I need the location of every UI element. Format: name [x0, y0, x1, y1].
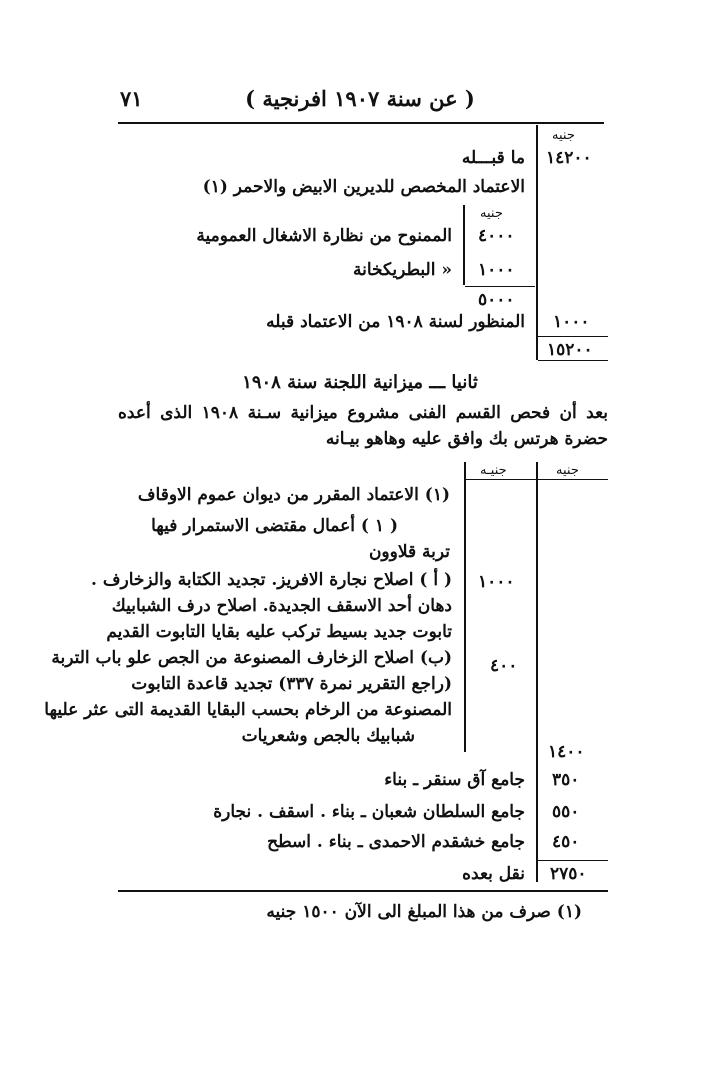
sub-column-divider: [463, 205, 465, 285]
grant-public-works-amount: ٤٠٠٠: [478, 226, 515, 246]
grant-patriarchate-label: « البطريكخانة: [352, 260, 452, 280]
expected-1908-amount: ١٠٠٠: [553, 312, 590, 332]
subtotal-rule: [465, 286, 535, 287]
section2-intro: بعد أن فحص القسم الفنى مشروع ميزانية سـنة ١٩٠٨ الذى أعده حضرة هرتس بك وافق عليه وهاهو بيـانه: [118, 403, 608, 449]
carry-rule: [538, 860, 608, 861]
row-amount-aqsunqur: ٣٥٠: [552, 770, 580, 790]
qalawun-b-line-2: (راجع التقرير نمرة ٣٣٧) تجديد قاعدة التابوت: [131, 674, 452, 694]
column-header-rule: [466, 479, 608, 480]
page-number: ٧١: [120, 86, 143, 111]
carry-label: نقل بعده: [462, 864, 525, 884]
carry-amount: ٢٧٥٠: [550, 864, 587, 884]
qalawun-a-amount: ١٠٠٠: [478, 572, 515, 592]
row-label-khushqadam: جامع خشقدم الاحمدى ـ بناء . اسطح: [267, 832, 525, 852]
qalawun-a-line-2: دهان أحد الاسقف الجديدة. اصلاح درف الشبابيك: [111, 596, 452, 616]
row-label-aqsunqur: جامع آق سنقر ـ بناء: [384, 770, 525, 790]
row-label-shaaban: جامع السلطان شعبان ـ بناء . اسقف . نجارة: [213, 802, 525, 822]
right-column-divider: [536, 462, 538, 882]
qalawun-a-line-3: تابوت جديد بسيط تركب عليه بقايا التابوت القديم: [106, 622, 452, 642]
qalawun-a-line-1: ( أ ) اصلاح نجارة الافريز. تجديد الكتابة والزخارف .: [91, 570, 452, 590]
qalawun-label: تربة قلاوون: [368, 542, 450, 562]
header-rule: [118, 122, 604, 124]
qalawun-b-amount: ٤٠٠: [490, 656, 518, 676]
mid-column-divider: [464, 462, 466, 752]
section1-column-divider: [536, 125, 538, 360]
row-amount-shaaban: ٥٥٠: [552, 802, 580, 822]
item1-subheading: ( ١ ) أعمال مقتضى الاستمرار فيها: [151, 516, 398, 536]
expected-1908-label: المنظور لسنة ١٩٠٨ من الاعتماد قبله: [266, 312, 525, 332]
grant-patriarchate-amount: ١٠٠٠: [478, 260, 515, 280]
page-title: ( عن سنة ١٩٠٧ افرنجية ): [245, 86, 475, 111]
section1-unit-label: جنيه: [552, 128, 575, 143]
footnote: (١) صرف من هذا المبلغ الى الآن ١٥٠٠ جنيه: [266, 902, 582, 922]
item1-heading: (١) الاعتماد المقرر من ديوان عموم الاوقاف: [137, 485, 450, 505]
allocation-heading: الاعتماد المخصص للديرين الابيض والاحمر (١): [202, 177, 525, 197]
col-unit-right: جنيه: [556, 463, 579, 478]
total-underline: [538, 360, 608, 361]
qalawun-b-line-4: شبابيك بالجص وشعريات: [241, 726, 415, 746]
carried-forward-label: ما قبـــله: [461, 148, 525, 168]
col-unit-left: جنيـه: [480, 463, 507, 478]
grant-public-works-label: الممنوح من نظارة الاشغال العمومية: [196, 226, 452, 246]
qalawun-b-line-1: (ب) اصلاح الزخارف المصنوعة من الجص علو باب التربة: [51, 648, 452, 668]
section1-total: ١٥٢٠٠: [547, 340, 593, 360]
subtotal-amount: ٥٠٠٠: [478, 290, 515, 310]
row-amount-khushqadam: ٤٥٠: [552, 832, 580, 852]
section2-heading: ثانيا ـــ ميزانية اللجنة سنة ١٩٠٨: [242, 372, 478, 393]
qalawun-b-line-3: المصنوعة من الرخام بحسب البقايا القديمة التى عثر عليها: [44, 700, 452, 720]
carried-forward-amount: ١٤٢٠٠: [546, 148, 592, 168]
footnote-rule: [118, 890, 608, 892]
sub-unit-label: جنيه: [480, 206, 503, 221]
total-rule: [538, 336, 608, 337]
qalawun-total: ١٤٠٠: [548, 742, 585, 762]
